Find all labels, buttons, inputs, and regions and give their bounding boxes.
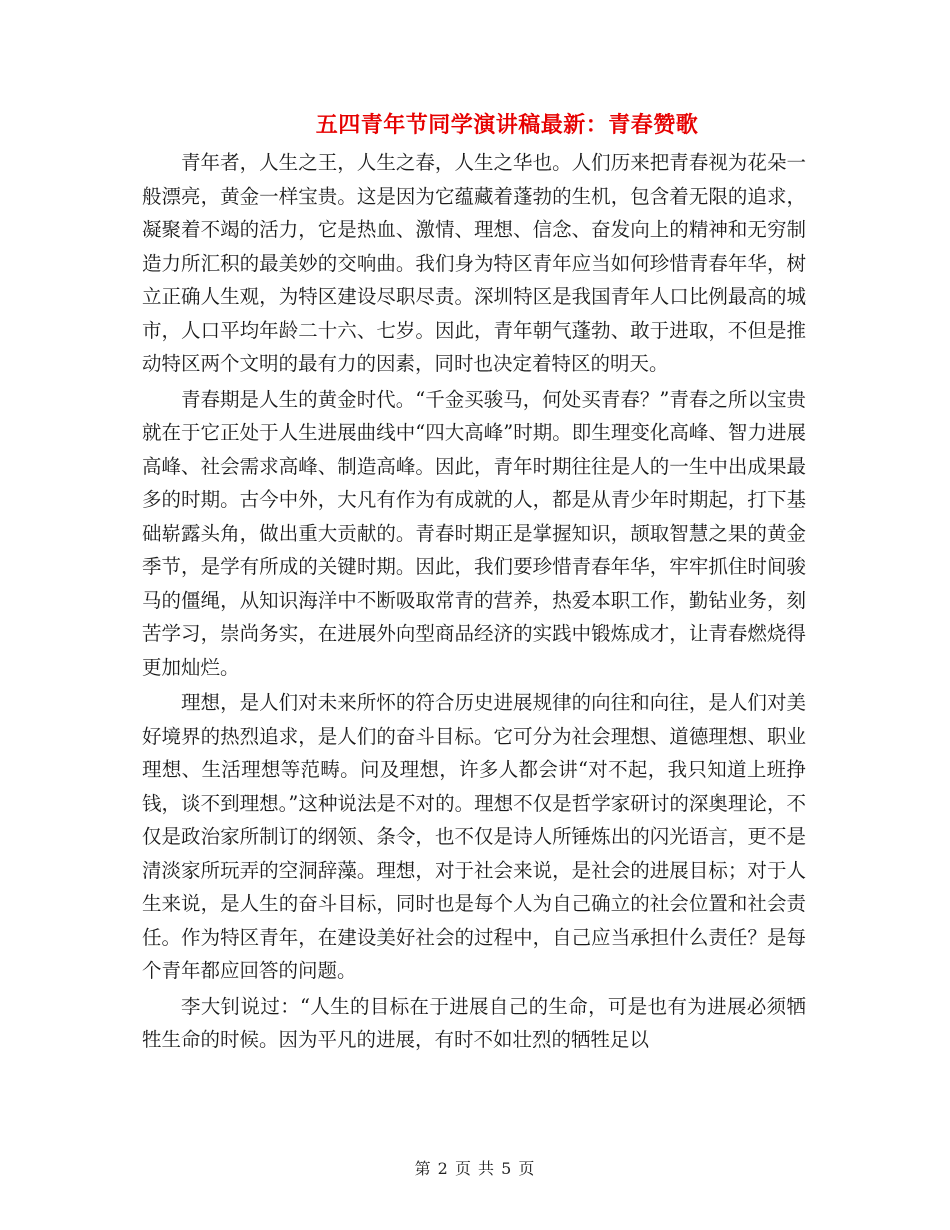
document-title: 五四青年节同学演讲稿最新：青春赞歌 xyxy=(315,112,699,138)
paragraph: 青春期是人生的黄金时代。“千金买骏马，何处买青春？”青春之所以宝贵就在于它正处于人生进展曲线中“四大高峰”时期。即生理变化高峰、智力进展高峰、社会需求高峰、制造高峰。因此，青年时期往往是人的一生中出成果最多的时期。古今中外，大凡有作为有成就的人，都是从青少年时期起，打下基础崭露头角，做出重大贡献的。青春时期正是掌握知识，颉取智慧之果的黄金季节，是学有所成的关键时期。因此，我们要珍惜青春年华，牢牢抓住时间骏马的僵绳，从知识海洋中不断吸取常青的营养，热爱本职工作，勤钻业务，刻苦学习，崇尚务实，在进展外向型商品经济的实践中锻炼成才，让青春燃烧得更加灿烂。 xyxy=(142,387,806,679)
paragraph: 李大钊说过：“人生的目标在于进展自己的生命，可是也有为进展必须牺牲生命的时候。因为平凡的进展，有时不如壮烈的牺牲足以 xyxy=(142,994,806,1051)
paragraph: 青年者，人生之王，人生之春，人生之华也。人们历来把青春视为花朵一般漂亮，黄金一样宝贵。这是因为它蕴藏着蓬勃的生机，包含着无限的追求，凝聚着不竭的活力，它是热血、激情、理想、信念、奋发向上的精神和无穷制造力所汇积的最美妙的交响曲。我们身为特区青年应当如何珍惜青春年华，树立正确人生观，为特区建设尽职尽责。深圳特区是我国青年人口比例最高的城市，人口平均年龄二十六、七岁。因此，青年朝气蓬勃、敢于进取，不但是推动特区两个文明的最有力的因素，同时也决定着特区的明天。 xyxy=(142,151,806,375)
paragraph: 理想，是人们对未来所怀的符合历史进展规律的向往和向往，是人们对美好境界的热烈追求，是人们的奋斗目标。它可分为社会理想、道德理想、职业理想、生活理想等范畴。问及理想，许多人都会讲“对不起，我只知道上班挣钱，谈不到理想。”这种说法是不对的。理想不仅是哲学家研讨的深奥理论，不仅是政治家所制订的纲领、条令，也不仅是诗人所锤炼出的闪光语言，更不是清淡家所玩弄的空洞辞藻。理想，对于社会来说，是社会的进展目标；对于人生来说，是人生的奋斗目标，同时也是每个人为自己确立的社会位置和社会责任。作为特区青年，在建设美好社会的过程中，自己应当承担什么责任？是每个青年都应回答的问题。 xyxy=(142,691,806,982)
page-footer: 第 2 页 共 5 页 xyxy=(414,1159,536,1178)
document-body xyxy=(142,146,806,1059)
